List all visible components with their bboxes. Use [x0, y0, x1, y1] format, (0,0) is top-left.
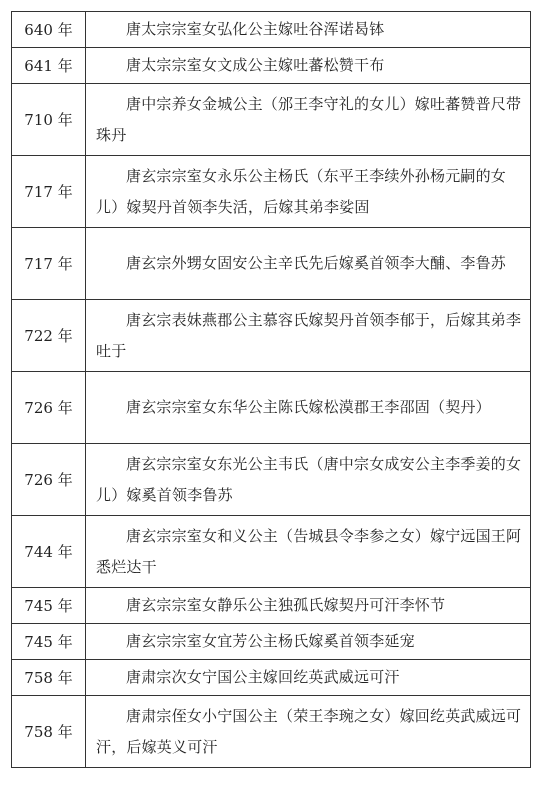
- year-cell: 758 年: [12, 660, 86, 696]
- table-row: [12, 228, 531, 300]
- year-cell: 744 年: [12, 516, 86, 588]
- table-row: [12, 624, 531, 660]
- event-cell: 唐玄宗外甥女固安公主辛氏先后嫁奚首领李大酺、李鲁苏: [86, 228, 531, 300]
- year-cell: 758 年: [12, 696, 86, 768]
- event-cell: 唐太宗宗室女弘化公主嫁吐谷浑诺曷钵: [86, 12, 531, 48]
- event-cell: 唐玄宗宗室女和义公主（告城县令李参之女）嫁宁远国王阿悉烂达干: [86, 516, 531, 588]
- event-cell: 唐玄宗宗室女永乐公主杨氏（东平王李续外孙杨元嗣的女儿）嫁契丹首领李失活，后嫁其弟李娑固: [86, 156, 531, 228]
- table-row: [12, 660, 531, 696]
- table-row: [12, 84, 531, 156]
- table-row: [12, 588, 531, 624]
- year-cell: 641 年: [12, 48, 86, 84]
- year-cell: 717 年: [12, 228, 86, 300]
- table-row: [12, 372, 531, 444]
- event-cell: 唐肃宗次女宁国公主嫁回纥英武威远可汗: [86, 660, 531, 696]
- year-cell: 640 年: [12, 12, 86, 48]
- year-cell: 717 年: [12, 156, 86, 228]
- table-row: [12, 156, 531, 228]
- event-cell: 唐玄宗宗室女东华公主陈氏嫁松漠郡王李邵固（契丹）: [86, 372, 531, 444]
- marriage-table: [11, 11, 531, 768]
- year-cell: 722 年: [12, 300, 86, 372]
- event-cell: 唐玄宗宗室女宜芳公主杨氏嫁奚首领李延宠: [86, 624, 531, 660]
- table-row: [12, 444, 531, 516]
- table-row: [12, 300, 531, 372]
- event-cell: 唐中宗养女金城公主（邠王李守礼的女儿）嫁吐蕃赞普尺带珠丹: [86, 84, 531, 156]
- table-row: [12, 696, 531, 768]
- event-cell: 唐肃宗侄女小宁国公主（荣王李琬之女）嫁回纥英武威远可汗，后嫁英义可汗: [86, 696, 531, 768]
- year-cell: 710 年: [12, 84, 86, 156]
- event-cell: 唐玄宗表妹燕郡公主慕容氏嫁契丹首领李郁于，后嫁其弟李吐于: [86, 300, 531, 372]
- year-cell: 745 年: [12, 588, 86, 624]
- year-cell: 726 年: [12, 372, 86, 444]
- table-row: [12, 48, 531, 84]
- year-cell: 745 年: [12, 624, 86, 660]
- event-cell: 唐玄宗宗室女东光公主韦氏（唐中宗女成安公主李季姜的女儿）嫁奚首领李鲁苏: [86, 444, 531, 516]
- year-cell: 726 年: [12, 444, 86, 516]
- table-row: [12, 12, 531, 48]
- event-cell: 唐太宗宗室女文成公主嫁吐蕃松赞干布: [86, 48, 531, 84]
- table-row: [12, 516, 531, 588]
- event-cell: 唐玄宗宗室女静乐公主独孤氏嫁契丹可汗李怀节: [86, 588, 531, 624]
